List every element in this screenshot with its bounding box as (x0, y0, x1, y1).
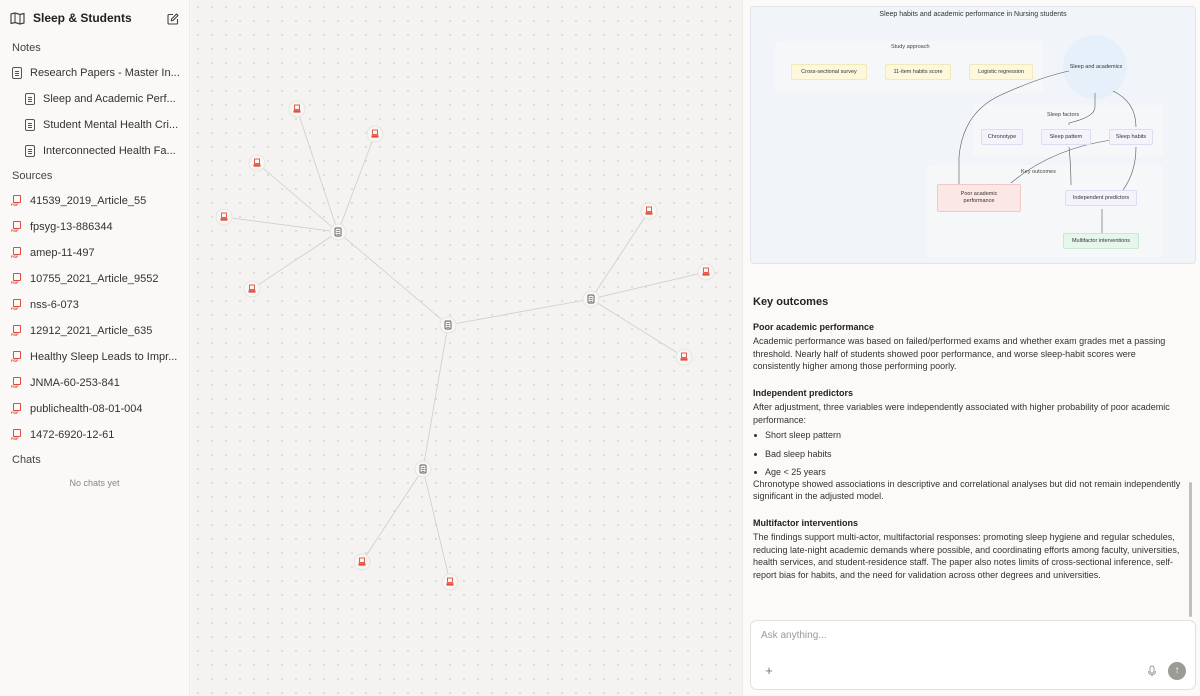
source-label: nss-6-073 (30, 299, 79, 311)
pdf-icon (12, 325, 22, 337)
note-node[interactable] (583, 291, 599, 307)
section-text: After adjustment, three variables were independently associated with higher probability of poor academic performance: (753, 402, 1170, 425)
notes-list (0, 60, 189, 164)
diagram-label-study: Study approach (891, 44, 930, 50)
pdf-node[interactable] (676, 349, 692, 365)
diagram-node-independent-predictors: Independent predictors (1065, 190, 1137, 206)
pdf-icon (12, 403, 22, 415)
list-item: Short sleep pattern (753, 426, 1183, 445)
source-item[interactable] (0, 188, 189, 214)
note-label: Student Mental Health Cri... (43, 119, 179, 131)
note-item[interactable] (0, 60, 189, 86)
pdf-node[interactable] (249, 155, 265, 171)
diagram-title: Sleep habits and academic performance in Nursing students (879, 11, 1067, 18)
section-title: Multifactor interventions (753, 517, 859, 528)
diagram-node-sleep-academics: Sleep and academics (1069, 63, 1123, 70)
pdf-icon (12, 299, 22, 311)
source-label: Healthy Sleep Leads to Impr... (30, 351, 178, 363)
content-heading: Key outcomes (753, 296, 829, 308)
pdf-icon (12, 377, 22, 389)
note-node[interactable] (415, 461, 431, 477)
diagram-node-logistic: Logistic regression (969, 64, 1033, 80)
source-item[interactable] (0, 344, 189, 370)
diagram-node-cross-sectional: Cross-sectional survey (791, 64, 867, 80)
diagram-label-outcomes: Key outcomes (1021, 169, 1056, 175)
source-item[interactable] (0, 292, 189, 318)
diagram-node-poor-performance: Poor academic performance (937, 184, 1021, 212)
graph-svg (191, 0, 742, 696)
note-item[interactable] (0, 138, 189, 164)
source-item[interactable] (0, 214, 189, 240)
no-chats-text: No chats yet (69, 478, 120, 488)
section-sources: Sources (12, 170, 53, 182)
map-icon[interactable] (10, 12, 25, 25)
source-label: amep-11-497 (30, 247, 95, 259)
source-label: 1472-6920-12-61 (30, 429, 115, 441)
section-title: Independent predictors (753, 387, 854, 398)
source-label: 12912_2021_Article_635 (30, 325, 153, 337)
list-item: Age < 25 years (753, 463, 1183, 482)
mindmap-diagram (750, 6, 1196, 264)
note-icon (25, 145, 35, 157)
note-item[interactable] (0, 112, 189, 138)
source-item[interactable] (0, 396, 189, 422)
sidebar-header (0, 0, 189, 36)
note-item[interactable] (0, 86, 189, 112)
section-multifactor (753, 517, 1183, 582)
section-text: The findings support multi-actor, multifactorial responses: promoting sleep hygiene and regular schedules, reducing late-night academic demands where possible, and coordinating efforts among faculty, universities, health services, and student-residence staff. The paper also notes limits of cross-sectional inference, self-report bias for habits, and the need for validation across other degrees and universities. (753, 532, 1180, 580)
note-icon (25, 119, 35, 131)
source-item[interactable] (0, 422, 189, 448)
edit-icon[interactable] (167, 12, 179, 24)
diagram-node-multifactor: Multifactor interventions (1063, 233, 1139, 249)
pdf-node[interactable] (354, 554, 370, 570)
section-title: Poor academic performance (753, 321, 875, 332)
pdf-icon (12, 195, 22, 207)
pdf-node[interactable] (641, 203, 657, 219)
source-label: 10755_2021_Article_9552 (30, 273, 159, 285)
note-label: Sleep and Academic Perf... (43, 93, 176, 105)
section-notes: Notes (12, 42, 41, 54)
section-independent-predictors (753, 387, 1183, 503)
source-item[interactable] (0, 266, 189, 292)
note-panel (742, 0, 1200, 696)
graph-edges (224, 109, 706, 582)
source-label: publichealth-08-01-004 (30, 403, 143, 415)
send-button[interactable]: ↑ (1168, 662, 1186, 680)
graph-canvas[interactable] (191, 0, 742, 696)
sources-list (0, 188, 189, 448)
predictor-list (753, 426, 1183, 482)
section-text: Academic performance was based on failed/performed exams and whether exam grades met a passing threshold. Nearly half of students showed poor performance, and worse sleep-habit scores were consistently higher among those performing poorly. (753, 336, 1166, 371)
pdf-icon (12, 273, 22, 285)
source-label: fpsyg-13-886344 (30, 221, 113, 233)
diagram-node-sleep-habits: Sleep habits (1109, 129, 1153, 145)
add-button[interactable]: + (765, 663, 773, 678)
pdf-node[interactable] (367, 126, 383, 142)
pdf-node[interactable] (244, 281, 260, 297)
source-item[interactable] (0, 370, 189, 396)
section-text: Chronotype showed associations in descriptive and correlational analyses but did not remain independently significant in the adjusted model. (753, 478, 1181, 501)
pdf-node[interactable] (289, 101, 305, 117)
source-item[interactable] (0, 318, 189, 344)
notebook-title: Sleep & Students (33, 11, 132, 25)
note-label: Research Papers - Master In... (30, 67, 180, 79)
chat-input-box (750, 620, 1196, 690)
note-icon (25, 93, 35, 105)
section-chats: Chats (12, 454, 41, 466)
chat-input[interactable] (761, 630, 1061, 641)
list-item: Bad sleep habits (753, 445, 1183, 464)
scrollbar-thumb[interactable] (1189, 482, 1192, 617)
pdf-node[interactable] (698, 264, 714, 280)
diagram-node-chronotype: Chronotype (981, 129, 1023, 145)
note-node[interactable] (440, 317, 456, 333)
diagram-node-sleep-pattern: Sleep pattern (1041, 129, 1091, 145)
note-node[interactable] (330, 224, 346, 240)
source-label: 41539_2019_Article_55 (30, 195, 147, 207)
pdf-icon (12, 351, 22, 363)
section-poor-performance (753, 321, 1183, 373)
pdf-icon (12, 429, 22, 441)
pdf-node[interactable] (442, 574, 458, 590)
note-content (753, 296, 1183, 595)
diagram-label-factors: Sleep factors (1047, 112, 1080, 118)
pdf-icon (12, 221, 22, 233)
pdf-node[interactable] (216, 209, 232, 225)
source-label: JNMA-60-253-841 (30, 377, 120, 389)
pdf-icon (12, 247, 22, 259)
diagram-node-habits-score: 11-item habits score (885, 64, 951, 80)
note-label: Interconnected Health Fa... (43, 145, 176, 157)
sidebar (0, 0, 190, 696)
note-icon (12, 67, 22, 79)
source-item[interactable] (0, 240, 189, 266)
microphone-icon[interactable] (1145, 664, 1159, 678)
